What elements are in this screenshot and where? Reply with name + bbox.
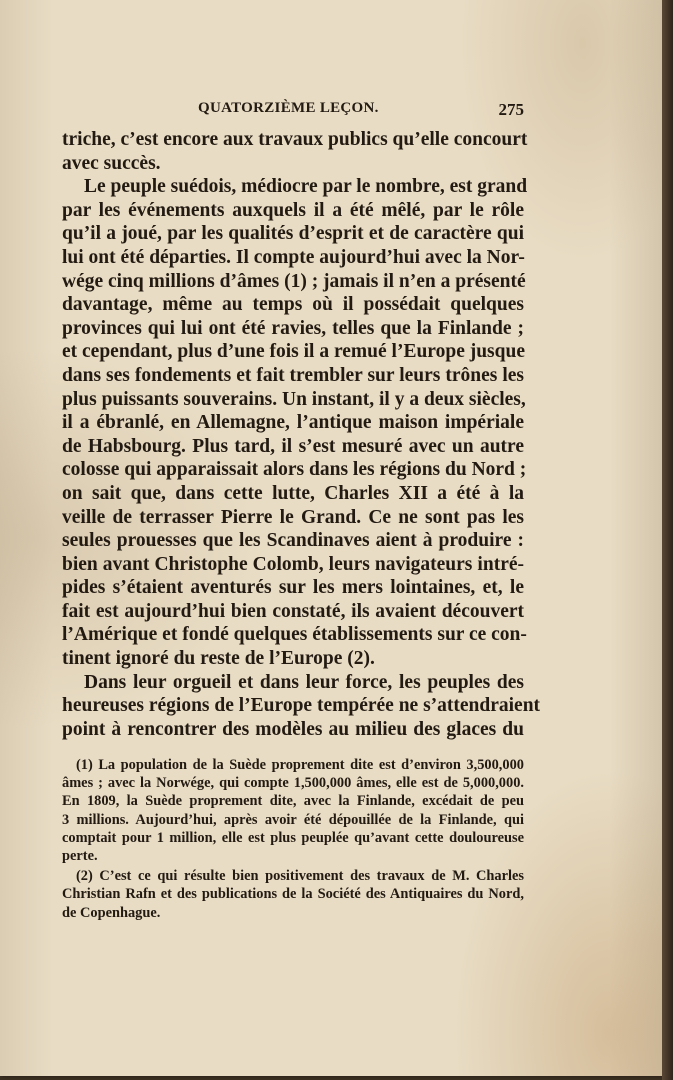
text-line: Dans leur orgueil et dans leur force, les peuples des [84,671,524,693]
text-line: qu’il a joué, par les qualités d’esprit et de caractère qui [62,223,524,245]
text-line: lui ont été départies. Il compte aujourd’hui avec la Nor- [62,246,525,268]
text-line: davantage, même au temps où il possédait quelques [62,294,524,316]
footnote-line: En 1809, la Suède proprement dite, avec la Finlande, excédait de peu [62,793,524,810]
footnote-line: comptait pour 1 million, elle est plus peuplée qu’avant cette douloureuse [62,829,524,846]
text-line: et cependant, plus d’une fois il a remué l’Europe jusque [62,341,525,363]
text-line: veille de terrasser Pierre le Grand. Ce ne sont pas les [62,506,524,528]
text-line: il a ébranlé, en Allemagne, l’antique maison impériale [62,412,524,434]
text-line: heureuses régions de l’Europe tempérée ne s’attendraient [62,695,541,717]
text-line: point à rencontrer des modèles au milieu des glaces du [62,718,524,740]
footnote-line: perte. [62,848,98,865]
footnote-2 [62,867,524,922]
page-header [62,100,524,124]
footnote-1 [62,756,524,865]
text-line: triche, c’est encore aux travaux publics qu’elle concourt [62,129,528,150]
text-line: seules prouesses que les Scandinaves aient à produire : [62,530,524,552]
text-line: plus puissants souverains. Un instant, il y a deux siècles, [62,388,526,410]
text-line: par les événements auxquels il a été mêlé, par le rôle [62,199,524,221]
text-line: provinces qui lui ont été ravies, telles que la Finlande ; [62,317,524,339]
text-line: l’Amérique et fondé quelques établissements sur ce con- [62,624,527,646]
text-line: de Habsbourg. Plus tard, il s’est mesuré avec un autre [62,435,524,457]
text-line: avec succès. [62,152,161,174]
footnote-line: âmes ; avec la Norwége, qui compte 1,500,000 âmes, elle est de 5,000,000. [62,775,524,792]
page-number: 275 [498,100,524,119]
text-line: on sait que, dans cette lutte, Charles XII a été à la [62,482,524,504]
text-line: colosse qui apparaissait alors dans les régions du Nord ; [62,459,527,481]
footnote-line: (1) La population de la Suède proprement dite est d’environ 3,500,000 [76,757,524,773]
body-text [62,128,541,741]
text-line: pides s’étaient aventurés sur les mers lointaines, et, le [62,577,524,599]
text-line: bien avant Christophe Colomb, leurs navigateurs intré- [62,553,524,575]
text-line: tinent ignoré du reste de l’Europe (2). [62,648,375,670]
text-line: dans ses fondements et fait trembler sur leurs trônes les [62,364,524,386]
text-line: fait est aujourd’hui bien constaté, ils avaient découvert [62,600,524,622]
footnote-line: de Copenhague. [62,904,161,921]
page-edge [662,0,673,1080]
footnote-line: 3 millions. Aujourd’hui, après avoir été dépouillée de la Finlande, qui [62,811,524,828]
footnotes [62,756,524,924]
text-line: Le peuple suédois, médiocre par le nombre, est grand [84,176,528,198]
footnote-line: (2) C’est ce qui résulte bien positivement des travaux de M. Charles [76,868,524,885]
text-line: wége cinq millions d’âmes (1) ; jamais il n’en a présenté [62,270,526,292]
footnote-line: Christian Rafn et des publications de la Société des Antiquaires du Nord, [62,886,524,903]
running-head: QUATORZIÈME LEÇON. [198,100,379,116]
